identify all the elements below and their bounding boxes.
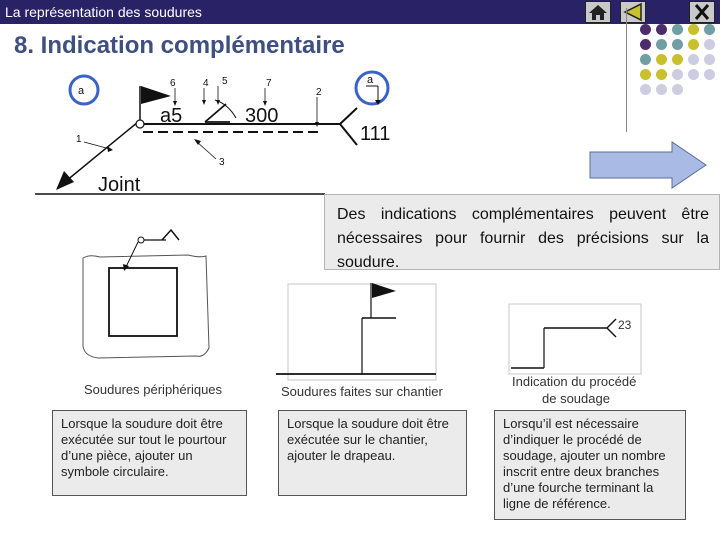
home-button[interactable] xyxy=(585,1,611,23)
label-a-right: a xyxy=(367,74,374,86)
dot xyxy=(688,24,699,35)
caption-process-line1: Indication du procédé xyxy=(512,374,637,389)
dot xyxy=(688,39,699,50)
dot xyxy=(640,24,651,35)
weld-symbol-diagram xyxy=(0,0,420,200)
back-button[interactable] xyxy=(620,1,646,23)
caption-peripheral: Soudures périphériques xyxy=(84,382,223,397)
textbox-peripheral: Lorsque la soudure doit être exécutée sur tout le pourtour d’une pièce, ajouter un symbole circulaire. xyxy=(52,410,247,496)
decorative-divider xyxy=(626,8,627,132)
process-number: 111 xyxy=(360,123,391,145)
peripheral-circle-symbol xyxy=(136,120,144,128)
label-6: 6 xyxy=(170,78,176,89)
dot xyxy=(640,54,651,65)
dot xyxy=(656,84,667,95)
label-4: 4 xyxy=(203,78,209,89)
arrow-head xyxy=(56,171,74,190)
dot xyxy=(640,84,651,95)
dot xyxy=(656,69,667,80)
weld-size: a5 xyxy=(160,105,183,127)
weld-length: 300 xyxy=(245,105,279,127)
fork-upper xyxy=(340,108,357,124)
next-arrow-button[interactable] xyxy=(588,140,710,190)
figure-process xyxy=(505,300,645,378)
explanation-callout: Des indications complémentaires peuvent être nécessaires pour fournir des précisions sur la soudure. xyxy=(324,194,720,270)
joint-label: Joint xyxy=(98,174,141,196)
close-button[interactable] xyxy=(689,1,715,23)
dot xyxy=(640,39,651,50)
figure-peripheral-weld xyxy=(78,218,223,378)
dot xyxy=(656,39,667,50)
caption-process-line2: de soudage xyxy=(542,391,610,406)
label-2: 2 xyxy=(316,87,322,98)
process-fig-number: 23 xyxy=(618,318,632,332)
textbox-site: Lorsque la soudure doit être exécutée sur le chantier, ajouter le drapeau. xyxy=(278,410,467,496)
fork-lower xyxy=(340,124,357,145)
label-1: 1 xyxy=(76,134,82,145)
dot xyxy=(640,69,651,80)
dot xyxy=(704,69,715,80)
dot xyxy=(672,24,683,35)
dot xyxy=(672,54,683,65)
caption-site: Soudures faites sur chantier xyxy=(281,384,443,399)
flag-icon xyxy=(141,86,171,104)
dot xyxy=(704,39,715,50)
triangle-left-icon xyxy=(621,2,645,22)
flag-icon xyxy=(372,283,396,298)
dot xyxy=(704,24,715,35)
dot xyxy=(672,84,683,95)
label-5: 5 xyxy=(222,76,228,87)
window-title: La représentation des soudures xyxy=(5,4,202,20)
label-a-left: a xyxy=(78,85,85,97)
dot xyxy=(656,54,667,65)
slide-heading: 8. Indication complémentaire xyxy=(14,32,345,59)
home-icon xyxy=(586,2,610,22)
dot xyxy=(688,69,699,80)
dot xyxy=(672,39,683,50)
label-3: 3 xyxy=(219,157,225,168)
close-x-icon xyxy=(690,2,714,22)
dot xyxy=(704,54,715,65)
fillet-symbol xyxy=(205,104,226,122)
dot xyxy=(656,24,667,35)
figure-site-weld xyxy=(276,278,441,384)
textbox-process: Lorsqu’il est nécessaire d’indiquer le procédé de soudage, ajouter un nombre inscrit entre deux branches d’une fourche terminant la ligne de référence. xyxy=(494,410,686,520)
label-7: 7 xyxy=(266,78,272,89)
dot xyxy=(672,69,683,80)
dot xyxy=(688,54,699,65)
